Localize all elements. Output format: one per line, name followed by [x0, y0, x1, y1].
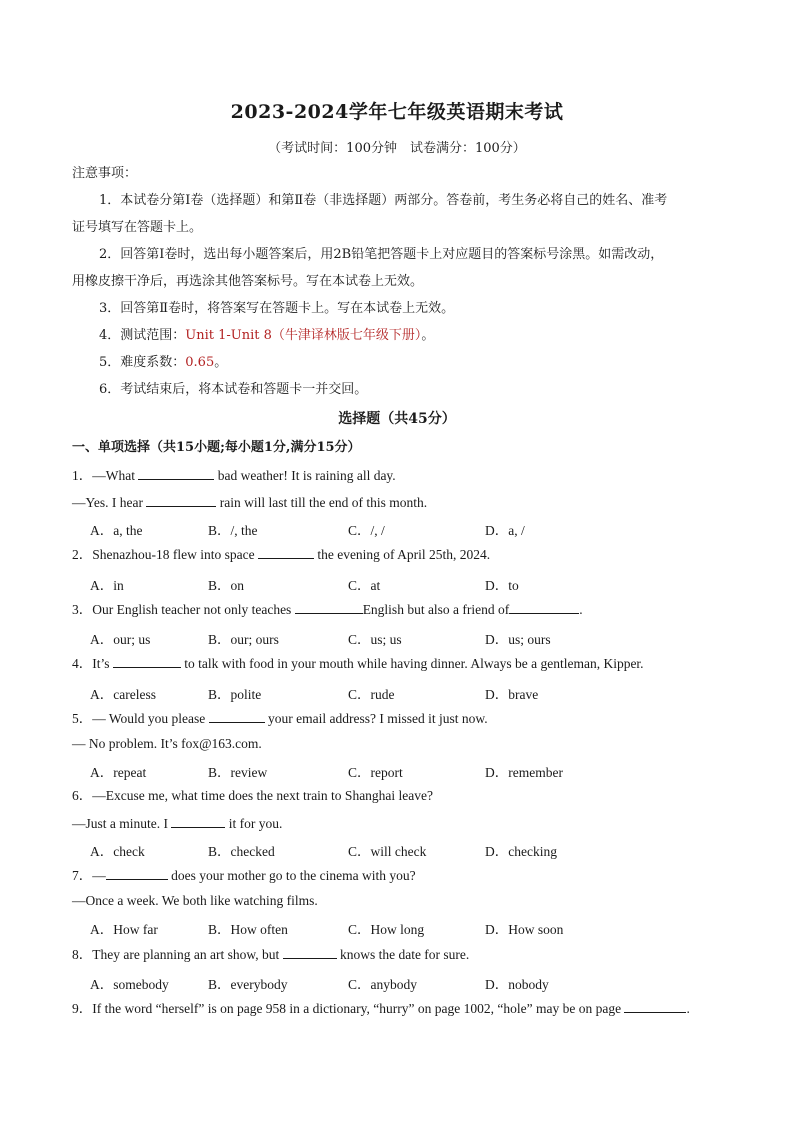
question-6-line-1: 6．—Excuse me, what time does the next train to Shanghai leave? [72, 788, 434, 803]
q1-option-d[interactable]: D．a, / [485, 523, 525, 538]
question-9-text-b: . [686, 1001, 690, 1016]
answer-blank [209, 710, 265, 723]
q3-option-a[interactable]: A．our; us [90, 632, 151, 647]
q2-option-b[interactable]: B．on [208, 578, 245, 593]
q3-option-b[interactable]: B．our; ours [208, 632, 279, 647]
question-3-text-a: 3．Our English teacher not only teaches [72, 602, 295, 617]
question-8-text-a: 8．They are planning an art show, but [72, 947, 283, 962]
answer-blank [171, 815, 225, 828]
q1-option-a[interactable]: A．a, the [90, 523, 143, 538]
q8-option-c[interactable]: C．anybody [348, 977, 417, 992]
question-6-text-b: it for you. [225, 816, 283, 831]
question-3 [72, 601, 583, 618]
answer-blank [258, 546, 314, 559]
answer-blank [106, 867, 168, 880]
q3-option-c[interactable]: C．us; us [348, 632, 402, 647]
question-3-text-b: English but also a friend of [362, 602, 510, 617]
q2-option-a[interactable]: A．in [90, 578, 124, 593]
q2-option-c[interactable]: C．at [348, 578, 381, 593]
q4-option-c[interactable]: C．rude [348, 687, 395, 702]
question-1-line-2 [72, 494, 427, 511]
question-8-text-b: knows the date for sure. [336, 947, 470, 962]
exam-subtitle: （考试时间：100分钟 试卷满分：100分） [268, 141, 526, 156]
q6-option-b[interactable]: B．checked [208, 844, 275, 859]
q5-option-c[interactable]: C．report [348, 765, 403, 780]
q6-option-d[interactable]: D．checking [485, 844, 557, 859]
note-4-scope: Unit 1-Unit 8（牛津译林版七年级下册） [185, 328, 422, 343]
note-4-prefix: 4．测试范围： [99, 328, 186, 343]
note-5-prefix: 5．难度系数： [99, 355, 186, 370]
question-7-text-a: 7．— [72, 868, 106, 883]
question-2-text-b: the evening of April 25th, 2024. [313, 547, 491, 562]
q3-option-d[interactable]: D．us; ours [485, 632, 551, 647]
answer-blank [295, 601, 363, 614]
question-4-text-a: 4．It’s [72, 656, 113, 671]
q8-option-a[interactable]: A．somebody [90, 977, 169, 992]
question-7-line-1 [72, 867, 416, 884]
question-6-text-a: —Just a minute. I [72, 816, 172, 831]
question-5-line-1 [72, 710, 488, 727]
note-2-line-1: 2．回答第Ⅰ卷时，选出每小题答案后，用2B铅笔把答题卡上对应题目的答案标号涂黑。如需改动， [99, 247, 664, 262]
question-5-text-a: 5．— Would you please [72, 711, 209, 726]
question-1-text-c: —Yes. I hear [72, 495, 147, 510]
question-7-text-b: does your mother go to the cinema with you? [167, 868, 416, 883]
question-9-text-a: 9．If the word “herself” is on page 958 in a dictionary, “hurry” on page 1002, “hole” may be on page [72, 1001, 625, 1016]
note-2-line-2: 用橡皮擦干净后，再选涂其他答案标号。写在本试卷上无效。 [72, 274, 424, 289]
q2-option-d[interactable]: D．to [485, 578, 519, 593]
question-8 [72, 946, 469, 963]
q8-option-d[interactable]: D．nobody [485, 977, 549, 992]
question-2-text-a: 2．Shenazhou-18 flew into space [72, 547, 258, 562]
note-6: 6．考试结束后，将本试卷和答题卡一并交回。 [99, 382, 368, 397]
q1-option-c[interactable]: C．/, / [348, 523, 385, 538]
question-1-text-d: rain will last till the end of this month. [216, 495, 428, 510]
note-5-suffix: 。 [214, 355, 228, 370]
q1-option-b[interactable]: B．/, the [208, 523, 258, 538]
note-1-line-2: 证号填写在答题卡上。 [72, 220, 203, 235]
q6-option-c[interactable]: C．will check [348, 844, 427, 859]
answer-blank [146, 494, 216, 507]
question-3-text-c: . [579, 602, 583, 617]
q6-option-a[interactable]: A．check [90, 844, 145, 859]
question-6-line-2 [72, 815, 282, 832]
q4-option-d[interactable]: D．brave [485, 687, 539, 702]
answer-blank [138, 467, 214, 480]
answer-blank [113, 655, 181, 668]
note-5-difficulty: 0.65 [185, 355, 215, 370]
q4-option-b[interactable]: B．polite [208, 687, 262, 702]
question-7-line-2: —Once a week. We both like watching films. [72, 893, 318, 908]
q5-option-a[interactable]: A．repeat [90, 765, 147, 780]
q7-option-a[interactable]: A．How far [90, 922, 158, 937]
note-1-line-1: 1．本试卷分第Ⅰ卷（选择题）和第Ⅱ卷（非选择题）两部分。答卷前，考生务必将自己的姓名、准考 [99, 193, 668, 208]
answer-blank [509, 601, 579, 614]
question-2 [72, 546, 490, 563]
q7-option-b[interactable]: B．How often [208, 922, 288, 937]
note-4-suffix: 。 [421, 328, 435, 343]
q7-option-d[interactable]: D．How soon [485, 922, 564, 937]
q4-option-a[interactable]: A．careless [90, 687, 156, 702]
note-4 [99, 328, 434, 344]
q5-option-b[interactable]: B．review [208, 765, 268, 780]
question-1-line-1 [72, 467, 396, 484]
question-1-text-b: bad weather! It is raining all day. [214, 468, 396, 483]
notes-heading: 注意事项： [72, 166, 138, 181]
note-3: 3．回答第Ⅱ卷时，将答案写在答题卡上。写在本试卷上无效。 [99, 301, 455, 316]
q7-option-c[interactable]: C．How long [348, 922, 425, 937]
answer-blank [624, 1000, 686, 1013]
question-5-line-2: — No problem. It’s fox@163.com. [72, 736, 262, 751]
question-9 [72, 1000, 690, 1017]
answer-blank [283, 946, 337, 959]
q8-option-b[interactable]: B．everybody [208, 977, 288, 992]
question-5-text-b: your email address? I missed it just now. [264, 711, 488, 726]
question-4 [72, 655, 644, 672]
question-1-text-a: 1．—What [72, 468, 139, 483]
q5-option-d[interactable]: D．remember [485, 765, 563, 780]
note-5 [99, 355, 227, 371]
question-4-text-b: to talk with food in your mouth while having dinner. Always be a gentleman, Kipper. [180, 656, 644, 671]
section-title: 选择题（共45分） [338, 411, 456, 427]
exam-title: 2023-2024学年七年级英语期末考试 [230, 101, 564, 123]
part-1-heading: 一、单项选择（共15小题;每小题1分,满分15分） [72, 440, 361, 455]
